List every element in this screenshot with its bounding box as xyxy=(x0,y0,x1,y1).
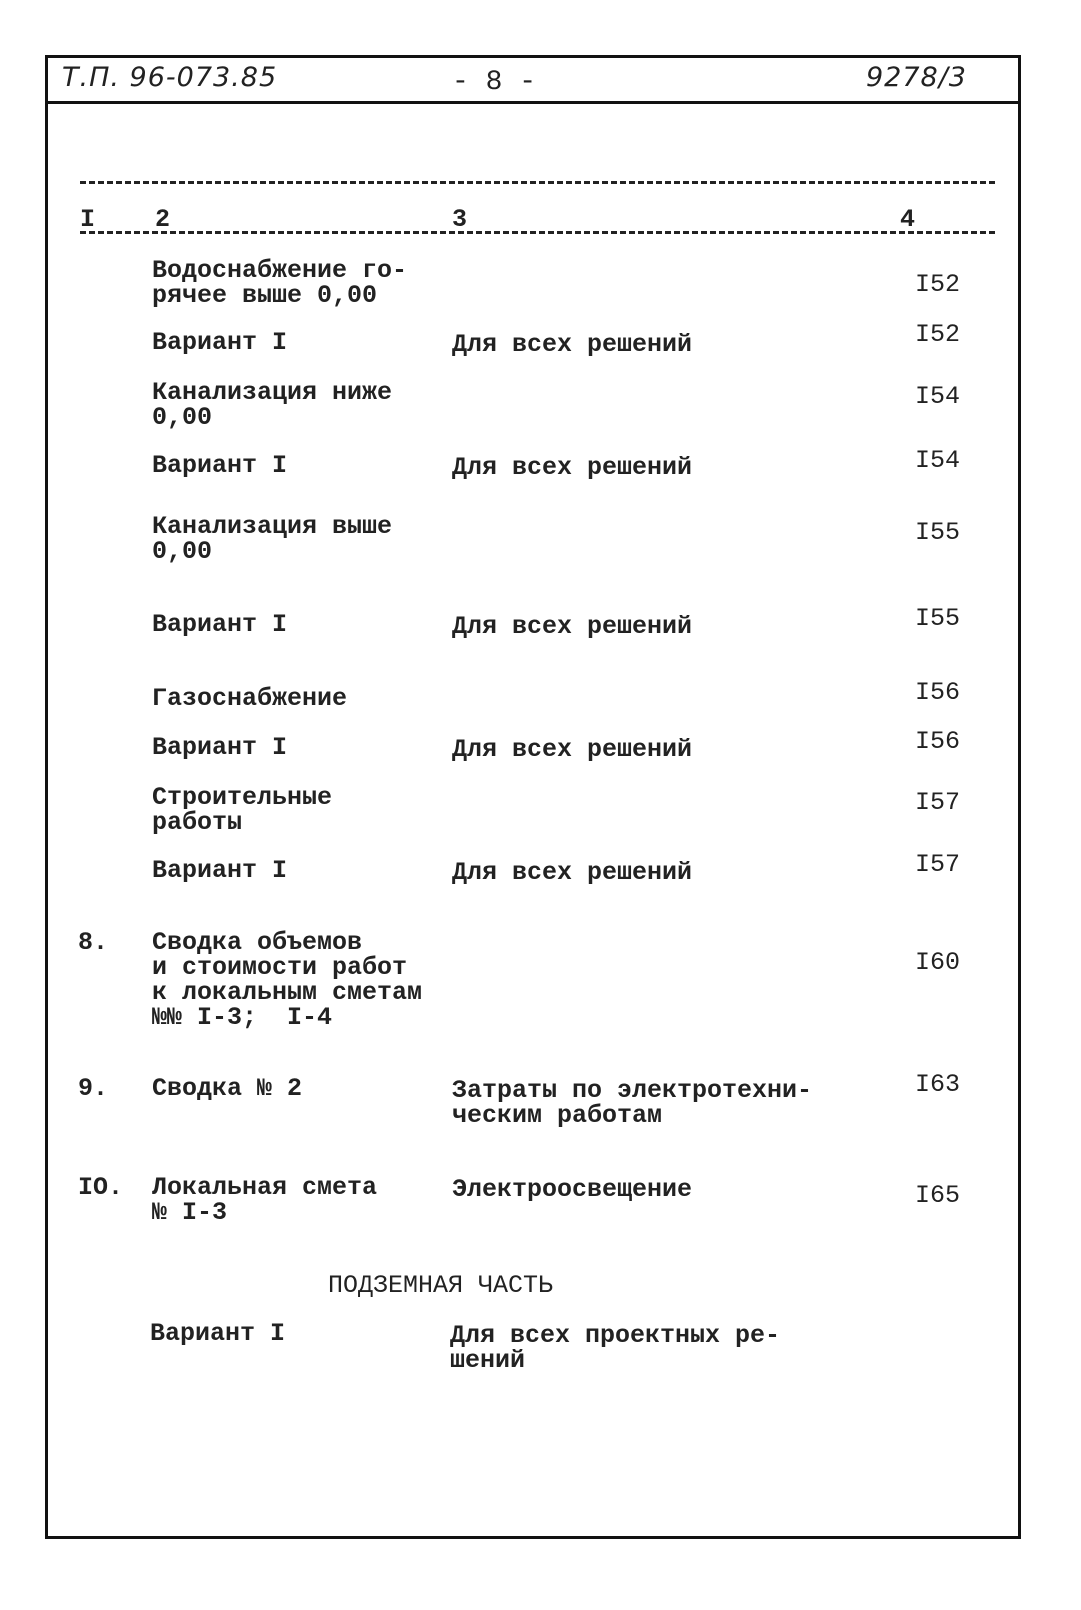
row-name xyxy=(152,380,392,430)
row-page: I55 xyxy=(915,518,961,547)
header-divider xyxy=(45,101,1021,104)
row-description xyxy=(452,1177,692,1202)
text-line: Локальная смета xyxy=(152,1173,378,1202)
text-line: Для всех решений xyxy=(452,330,693,359)
text-line: Канализация ниже xyxy=(152,378,393,407)
column-header-1: I xyxy=(80,205,96,234)
text-line: № I-3 xyxy=(152,1198,228,1227)
row-name xyxy=(152,453,287,478)
text-line: Для всех решений xyxy=(452,612,693,641)
row-name xyxy=(152,1076,302,1101)
row-name xyxy=(152,735,287,760)
column-header-4: 4 xyxy=(900,205,916,234)
row-page: I63 xyxy=(915,1070,961,1099)
row-page: I60 xyxy=(915,948,961,977)
row-page: I57 xyxy=(915,850,961,879)
row-name xyxy=(152,686,347,711)
row-name xyxy=(152,858,287,883)
row-name xyxy=(152,514,392,564)
row-name xyxy=(152,612,287,637)
row-description xyxy=(452,332,692,357)
row-page: I65 xyxy=(915,1181,961,1210)
page-number: - 8 - xyxy=(452,67,537,98)
text-line: Затраты по электротехни- xyxy=(452,1076,813,1105)
text-line: Вариант I xyxy=(152,451,288,480)
text-line: Вариант I xyxy=(152,856,288,885)
text-line: Строительные xyxy=(152,783,333,812)
section-row-name: Вариант I xyxy=(150,1319,286,1348)
text-line: 0,00 xyxy=(152,403,213,432)
row-page: I56 xyxy=(915,678,961,707)
row-description xyxy=(452,860,692,885)
text-line: Вариант I xyxy=(152,733,288,762)
row-description xyxy=(452,737,692,762)
row-description xyxy=(452,614,692,639)
row-page: I54 xyxy=(915,382,961,411)
row-number: 8. xyxy=(78,928,109,957)
section-row-desc: Для всех проектных ре- шений xyxy=(450,1321,781,1375)
text-line: Вариант I xyxy=(152,610,288,639)
row-page: I52 xyxy=(915,320,961,349)
text-line: рячее выше 0,00 xyxy=(152,281,378,310)
column-header-2: 2 xyxy=(155,205,171,234)
text-line: Для всех решений xyxy=(452,858,693,887)
section-title: ПОДЗЕМНАЯ ЧАСТЬ xyxy=(328,1271,554,1300)
doc-ref: 9278/3 xyxy=(866,62,967,93)
row-number: IO. xyxy=(78,1173,124,1202)
row-description xyxy=(452,455,692,480)
row-description xyxy=(452,1078,812,1128)
text-line: Газоснабжение xyxy=(152,684,348,713)
row-name xyxy=(152,330,287,355)
text-line: Для всех решений xyxy=(452,453,693,482)
top-dashed-rule xyxy=(80,181,995,184)
text-line: к локальным сметам xyxy=(152,978,423,1007)
text-line: Сводка № 2 xyxy=(152,1074,303,1103)
header-dashed-rule xyxy=(80,231,995,234)
text-line: ческим работам xyxy=(452,1101,663,1130)
row-page: I52 xyxy=(915,270,961,299)
text-line: 0,00 xyxy=(152,537,213,566)
row-number: 9. xyxy=(78,1074,109,1103)
text-line: №№ I-3; I-4 xyxy=(152,1003,333,1032)
text-line: Сводка объемов xyxy=(152,928,363,957)
row-name xyxy=(152,785,332,835)
text-line: Канализация выше xyxy=(152,512,393,541)
row-name xyxy=(152,930,422,1030)
row-page: I54 xyxy=(915,446,961,475)
text-line: Вариант I xyxy=(152,328,288,357)
column-header-3: 3 xyxy=(452,205,468,234)
text-line: Водоснабжение го- xyxy=(152,256,408,285)
row-name xyxy=(152,1175,377,1225)
text-line: Электроосвещение xyxy=(452,1175,693,1204)
text-line: и стоимости работ xyxy=(152,953,408,982)
text-line: работы xyxy=(152,808,243,837)
row-page: I55 xyxy=(915,604,961,633)
row-page: I56 xyxy=(915,727,961,756)
row-page: I57 xyxy=(915,788,961,817)
text-line: Для всех решений xyxy=(452,735,693,764)
doc-code: Т.П. 96-073.85 xyxy=(62,62,278,93)
row-name xyxy=(152,258,407,308)
